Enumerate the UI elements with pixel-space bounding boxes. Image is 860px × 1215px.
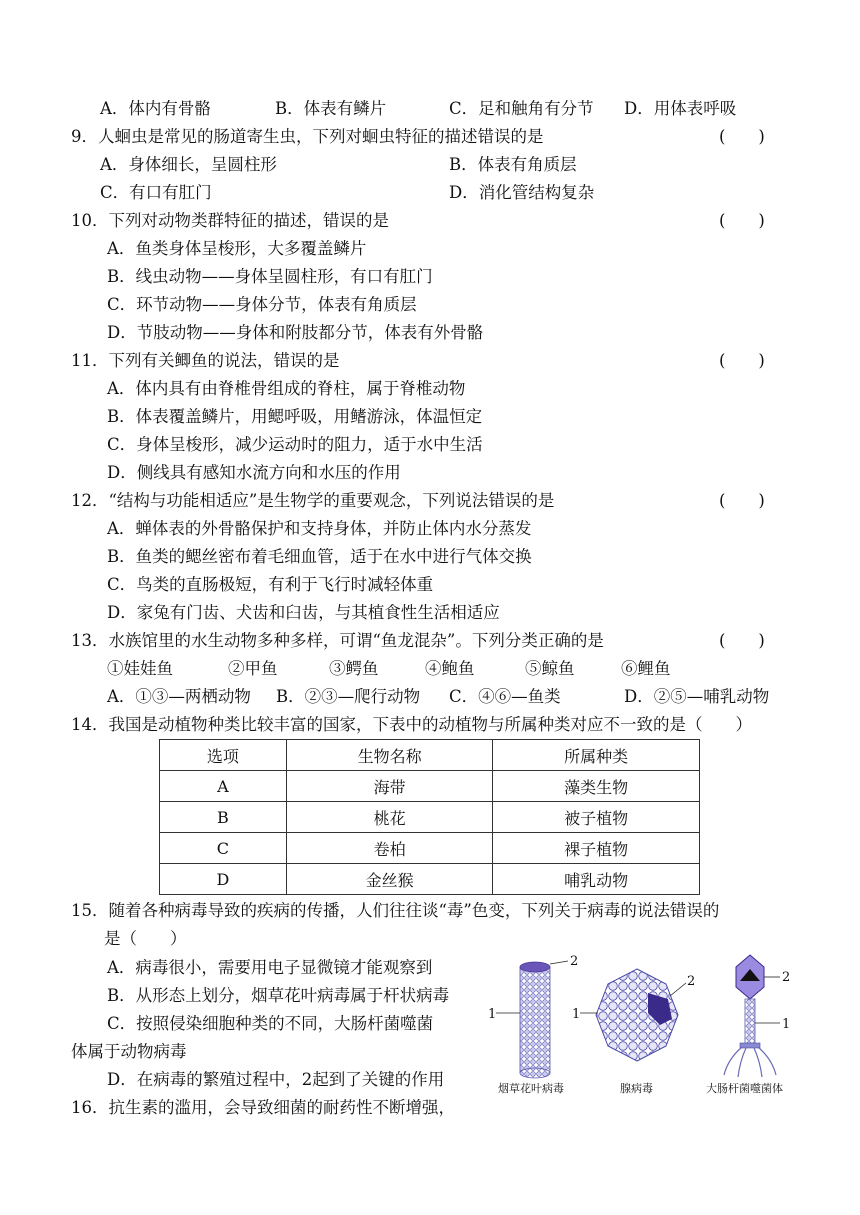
- q13-item: ②甲鱼: [228, 659, 278, 678]
- q13-item: ⑥鲤鱼: [621, 659, 671, 678]
- q14-stem: 14．我国是动植物种类比较丰富的国家，下表中的动植物与所属种类对应不一致的是（ ）: [71, 715, 752, 734]
- adeno-label-1: 1: [572, 1007, 581, 1022]
- q9-option-d: D．消化管结构复杂: [449, 183, 595, 202]
- q15-option-d: D．在病毒的繁殖过程中，2起到了关键的作用: [107, 1070, 445, 1089]
- q13-option-c: C．④⑥—鱼类: [449, 687, 561, 706]
- q11-option-b: B．体表覆盖鳞片，用鳃呼吸，用鳍游泳，体温恒定: [107, 407, 483, 426]
- q9-option-b: B．体表有角质层: [449, 155, 577, 174]
- table-cell: D: [160, 864, 287, 895]
- q15-option-c-continued: 体属于动物病毒: [71, 1042, 187, 1061]
- table-cell: 海带: [286, 771, 493, 802]
- caption-tobacco-mosaic-virus: 烟草花叶病毒: [498, 1082, 564, 1095]
- table-cell: 卷柏: [286, 833, 493, 864]
- q12-stem: 12．“结构与功能相适应”是生物学的重要观念，下列说法错误的是: [71, 491, 555, 510]
- q11-stem: 11．下列有关鲫鱼的说法，错误的是: [71, 351, 340, 370]
- table-row: [160, 833, 700, 864]
- q13-option-d: D．②⑤—哺乳动物: [624, 687, 770, 706]
- q15-stem: 15．随着各种病毒导致的疾病的传播，人们往往谈“毒”色变，下列关于病毒的说法错误的: [71, 901, 720, 920]
- q9-option-a: A．身体细长，呈圆柱形: [100, 155, 277, 174]
- q10-option-a: A．鱼类身体呈梭形，大多覆盖鳞片: [107, 239, 367, 258]
- q13-option-b: B．②③—爬行动物: [276, 687, 421, 706]
- adeno-label-2: 2: [687, 974, 696, 989]
- q10-answer-blank: ( ): [719, 211, 765, 230]
- phage-label-2: 2: [782, 970, 791, 985]
- q13-item: ③鳄鱼: [329, 659, 379, 678]
- table-row: [160, 771, 700, 802]
- q9-stem: 9．人蛔虫是常见的肠道寄生虫，下列对蛔虫特征的描述错误的是: [71, 127, 544, 146]
- species-table: [159, 739, 700, 895]
- q11-option-a: A．体内具有由脊椎骨组成的脊柱，属于脊椎动物: [107, 379, 466, 398]
- adenovirus-drawing: [580, 969, 686, 1061]
- q13-item: ④鲍鱼: [425, 659, 475, 678]
- table-header: 生物名称: [286, 740, 493, 771]
- q13-item: ⑤鲸鱼: [525, 659, 575, 678]
- q12-option-b: B．鱼类的鳃丝密布着毛细血管，适于在水中进行气体交换: [107, 547, 532, 566]
- virus-figure: [488, 951, 808, 1099]
- q11-option-c: C．身体呈梭形，减少运动时的阻力，适于水中生活: [107, 435, 483, 454]
- phage-label-1: 1: [782, 1017, 791, 1032]
- q13-item: ①娃娃鱼: [107, 659, 173, 678]
- table-cell: 桃花: [286, 802, 493, 833]
- q12-option-d: D．家兔有门齿、犬齿和臼齿，与其植食性生活相适应: [107, 603, 500, 622]
- q10-option-b: B．线虫动物——身体呈圆柱形，有口有肛门: [107, 267, 433, 286]
- table-cell: B: [160, 802, 287, 833]
- q13-stem: 13．水族馆里的水生动物多种多样，可谓“鱼龙混杂”。下列分类正确的是: [71, 631, 604, 650]
- q8-option-c: C．足和触角有分节: [449, 99, 594, 118]
- q12-option-c: C．鸟类的直肠极短，有利于飞行时减轻体重: [107, 575, 434, 594]
- q15-option-c: C．按照侵染细胞种类的不同，大肠杆菌噬菌: [107, 1014, 434, 1033]
- q9-answer-blank: ( ): [719, 127, 765, 146]
- q9-option-c: C．有口有肛门: [100, 183, 212, 202]
- q10-stem: 10．下列对动物类群特征的描述，错误的是: [71, 211, 389, 230]
- table-row: [160, 802, 700, 833]
- table-header: 所属种类: [493, 740, 700, 771]
- q8-option-a: A．体内有骨骼: [100, 99, 211, 118]
- table-header-row: [160, 740, 700, 771]
- q11-answer-blank: ( ): [719, 351, 765, 370]
- q13-option-a: A．①③—两栖动物: [107, 687, 251, 706]
- table-cell: A: [160, 771, 287, 802]
- q16-stem: 16．抗生素的滥用，会导致细菌的耐药性不断增强，: [71, 1098, 455, 1117]
- table-cell: 裸子植物: [493, 833, 700, 864]
- bacteriophage-drawing: [724, 955, 780, 1077]
- tmv-label-2: 2: [570, 954, 579, 969]
- q12-option-a: A．蝉体表的外骨骼保护和支持身体，并防止体内水分蒸发: [107, 519, 532, 538]
- q10-option-d: D．节肢动物——身体和附肢都分节，体表有外骨骼: [107, 323, 484, 342]
- q8-option-b: B．体表有鳞片: [275, 99, 387, 118]
- caption-bacteriophage: 大肠杆菌噬菌体: [706, 1082, 783, 1095]
- tmv-label-1: 1: [488, 1007, 497, 1022]
- tobacco-mosaic-virus-drawing: [496, 961, 568, 1078]
- q11-option-d: D．侧线具有感知水流方向和水压的作用: [107, 463, 401, 482]
- q13-answer-blank: ( ): [719, 631, 765, 650]
- table-row: [160, 864, 700, 895]
- table-cell: 哺乳动物: [493, 864, 700, 895]
- q15-option-a: A．病毒很小，需要用电子显微镜才能观察到: [107, 958, 433, 977]
- q8-option-d: D．用体表呼吸: [624, 99, 737, 118]
- table-cell: 被子植物: [493, 802, 700, 833]
- table-header: 选项: [160, 740, 287, 771]
- q15-stem-continued: 是（ ）: [104, 929, 187, 948]
- table-cell: 藻类生物: [493, 771, 700, 802]
- caption-adenovirus: 腺病毒: [620, 1082, 653, 1095]
- q15-option-b: B．从形态上划分，烟草花叶病毒属于杆状病毒: [107, 986, 450, 1005]
- table-cell: 金丝猴: [286, 864, 493, 895]
- table-cell: C: [160, 833, 287, 864]
- q10-option-c: C．环节动物——身体分节，体表有角质层: [107, 295, 417, 314]
- q12-answer-blank: ( ): [719, 491, 765, 510]
